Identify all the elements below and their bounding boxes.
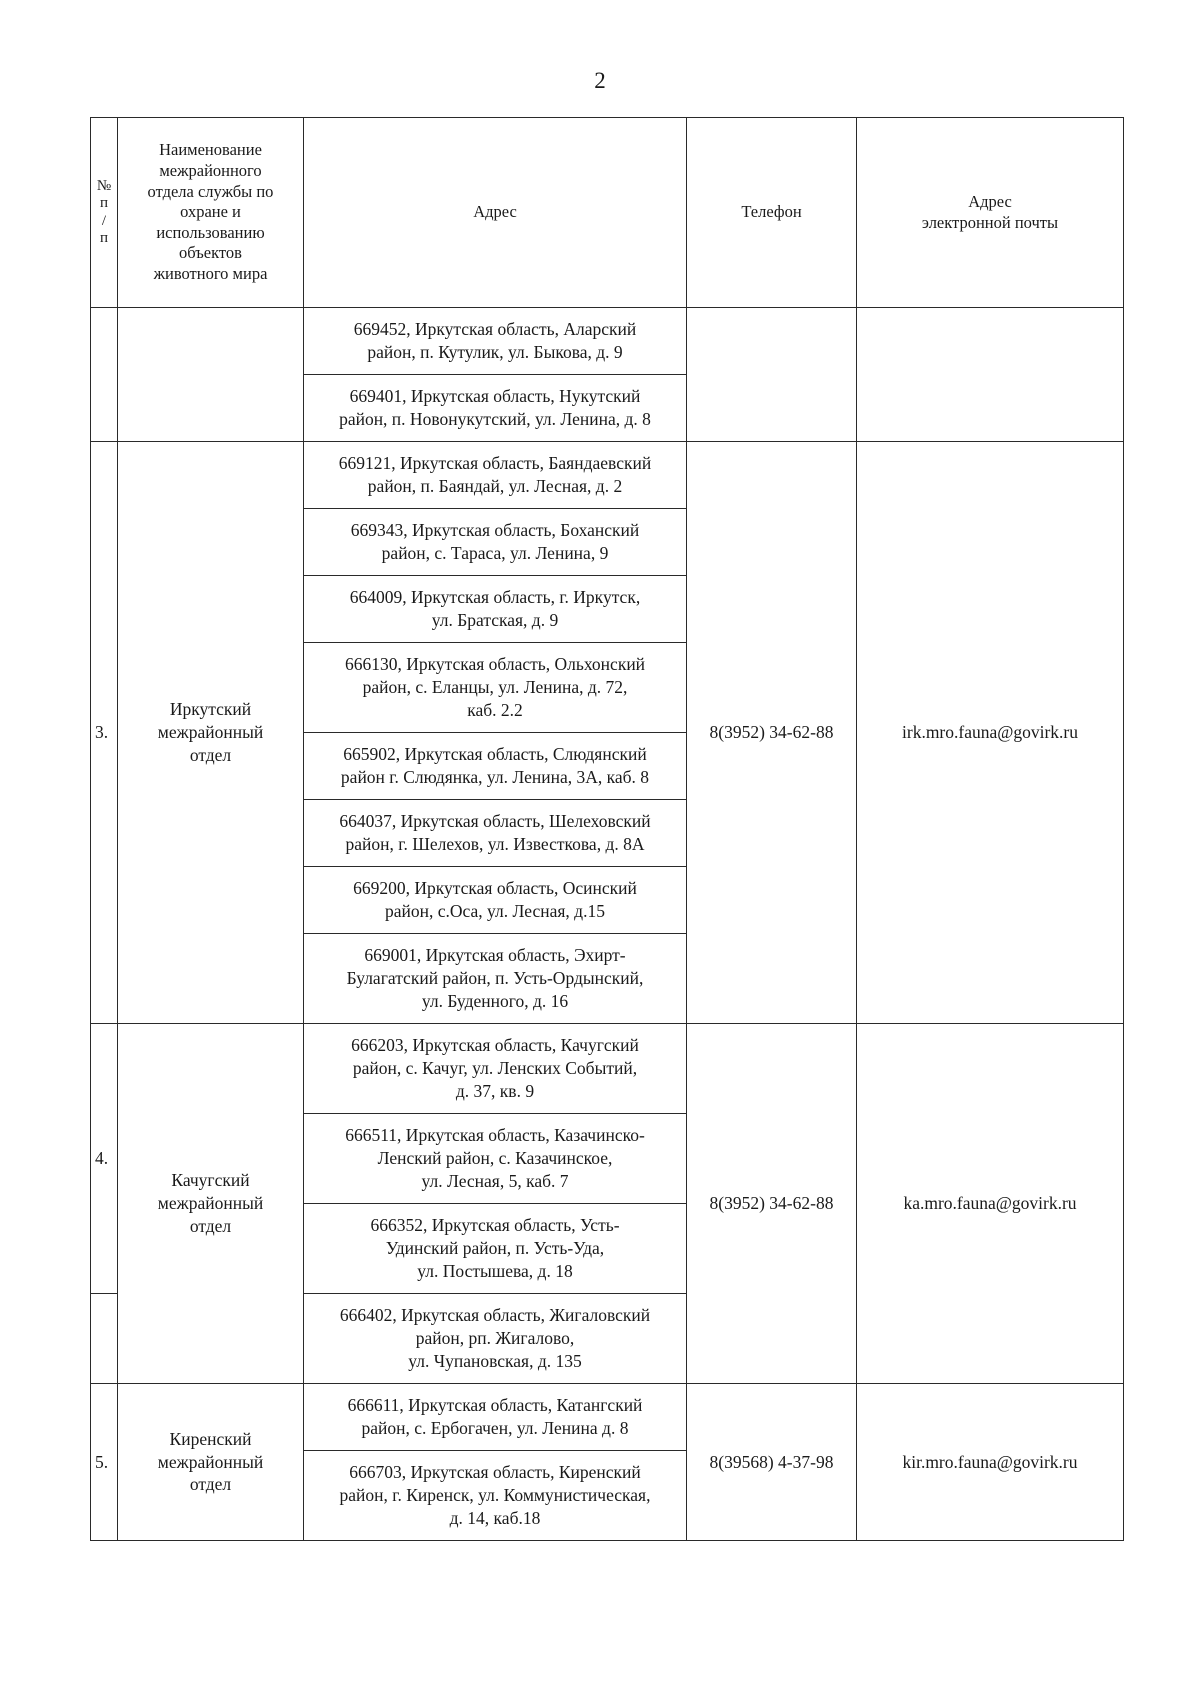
phone-cell: 8(3952) 34-62-88 <box>687 442 857 1024</box>
table-row <box>91 1384 1124 1451</box>
department-name: Иркутский межрайонный отдел <box>118 442 304 1024</box>
address-cell: 666703, Иркутская область, Киренский район, г. Киренск, ул. Коммунистическая, д. 14, каб.18 <box>304 1451 687 1541</box>
table-header-row <box>91 118 1124 308</box>
address-cell: 664009, Иркутская область, г. Иркутск, ул. Братская, д. 9 <box>304 576 687 643</box>
number-cell: 4. <box>91 1024 118 1294</box>
address-cell: 665902, Иркутская область, Слюдянский район г. Слюдянка, ул. Ленина, 3А, каб. 8 <box>304 733 687 800</box>
address-cell: 666130, Иркутская область, Ольхонский район, с. Еланцы, ул. Ленина, д. 72, каб. 2.2 <box>304 643 687 733</box>
number-cell <box>91 308 118 442</box>
address-cell: 669452, Иркутская область, Аларский район, п. Кутулик, ул. Быкова, д. 9 <box>304 308 687 375</box>
address-cell: 666402, Иркутская область, Жигаловский район, рп. Жигалово, ул. Чупановская, д. 135 <box>304 1294 687 1384</box>
table-row <box>91 442 1124 509</box>
email-cell: irk.mro.fauna@govirk.ru <box>857 442 1124 1024</box>
address-cell: 666611, Иркутская область, Катангский район, с. Ербогачен, ул. Ленина д. 8 <box>304 1384 687 1451</box>
table-row <box>91 1024 1124 1114</box>
address-cell: 666203, Иркутская область, Качугский район, с. Качуг, ул. Ленских Событий, д. 37, кв. 9 <box>304 1024 687 1114</box>
department-name: Киренский межрайонный отдел <box>118 1384 304 1541</box>
header-department: Наименование межрайонного отдела службы по охране и использованию объектов животного мира <box>118 118 304 308</box>
department-cell <box>118 308 304 442</box>
header-number: № п / п <box>91 118 118 308</box>
phone-cell: 8(39568) 4-37-98 <box>687 1384 857 1541</box>
header-email: Адрес электронной почты <box>857 118 1124 308</box>
phone-cell <box>687 308 857 442</box>
address-cell: 669001, Иркутская область, Эхирт- Булагатский район, п. Усть-Ордынский, ул. Буденного, д. 16 <box>304 934 687 1024</box>
address-cell: 664037, Иркутская область, Шелеховский район, г. Шелехов, ул. Известкова, д. 8А <box>304 800 687 867</box>
address-cell: 669121, Иркутская область, Баяндаевский район, п. Баяндай, ул. Лесная, д. 2 <box>304 442 687 509</box>
address-cell: 669343, Иркутская область, Боханский район, с. Тараса, ул. Ленина, 9 <box>304 509 687 576</box>
department-name: Качугский межрайонный отдел <box>118 1024 304 1384</box>
address-cell: 669401, Иркутская область, Нукутский район, п. Новонукутский, ул. Ленина, д. 8 <box>304 375 687 442</box>
address-cell: 669200, Иркутская область, Осинский район, с.Оса, ул. Лесная, д.15 <box>304 867 687 934</box>
table-row <box>91 308 1124 375</box>
email-cell: ka.mro.fauna@govirk.ru <box>857 1024 1124 1384</box>
number-cell <box>91 1294 118 1384</box>
number-cell: 3. <box>91 442 118 1024</box>
address-cell: 666352, Иркутская область, Усть- Удинский район, п. Усть-Уда, ул. Постышева, д. 18 <box>304 1204 687 1294</box>
email-cell: kir.mro.fauna@govirk.ru <box>857 1384 1124 1541</box>
email-cell <box>857 308 1124 442</box>
number-cell: 5. <box>91 1384 118 1541</box>
departments-table <box>90 117 1124 1541</box>
header-phone: Телефон <box>687 118 857 308</box>
phone-cell: 8(3952) 34-62-88 <box>687 1024 857 1384</box>
address-cell: 666511, Иркутская область, Казачинско- Ленский район, с. Казачинское, ул. Лесная, 5, каб. 7 <box>304 1114 687 1204</box>
page-number: 2 <box>594 68 606 93</box>
header-address: Адрес <box>304 118 687 308</box>
